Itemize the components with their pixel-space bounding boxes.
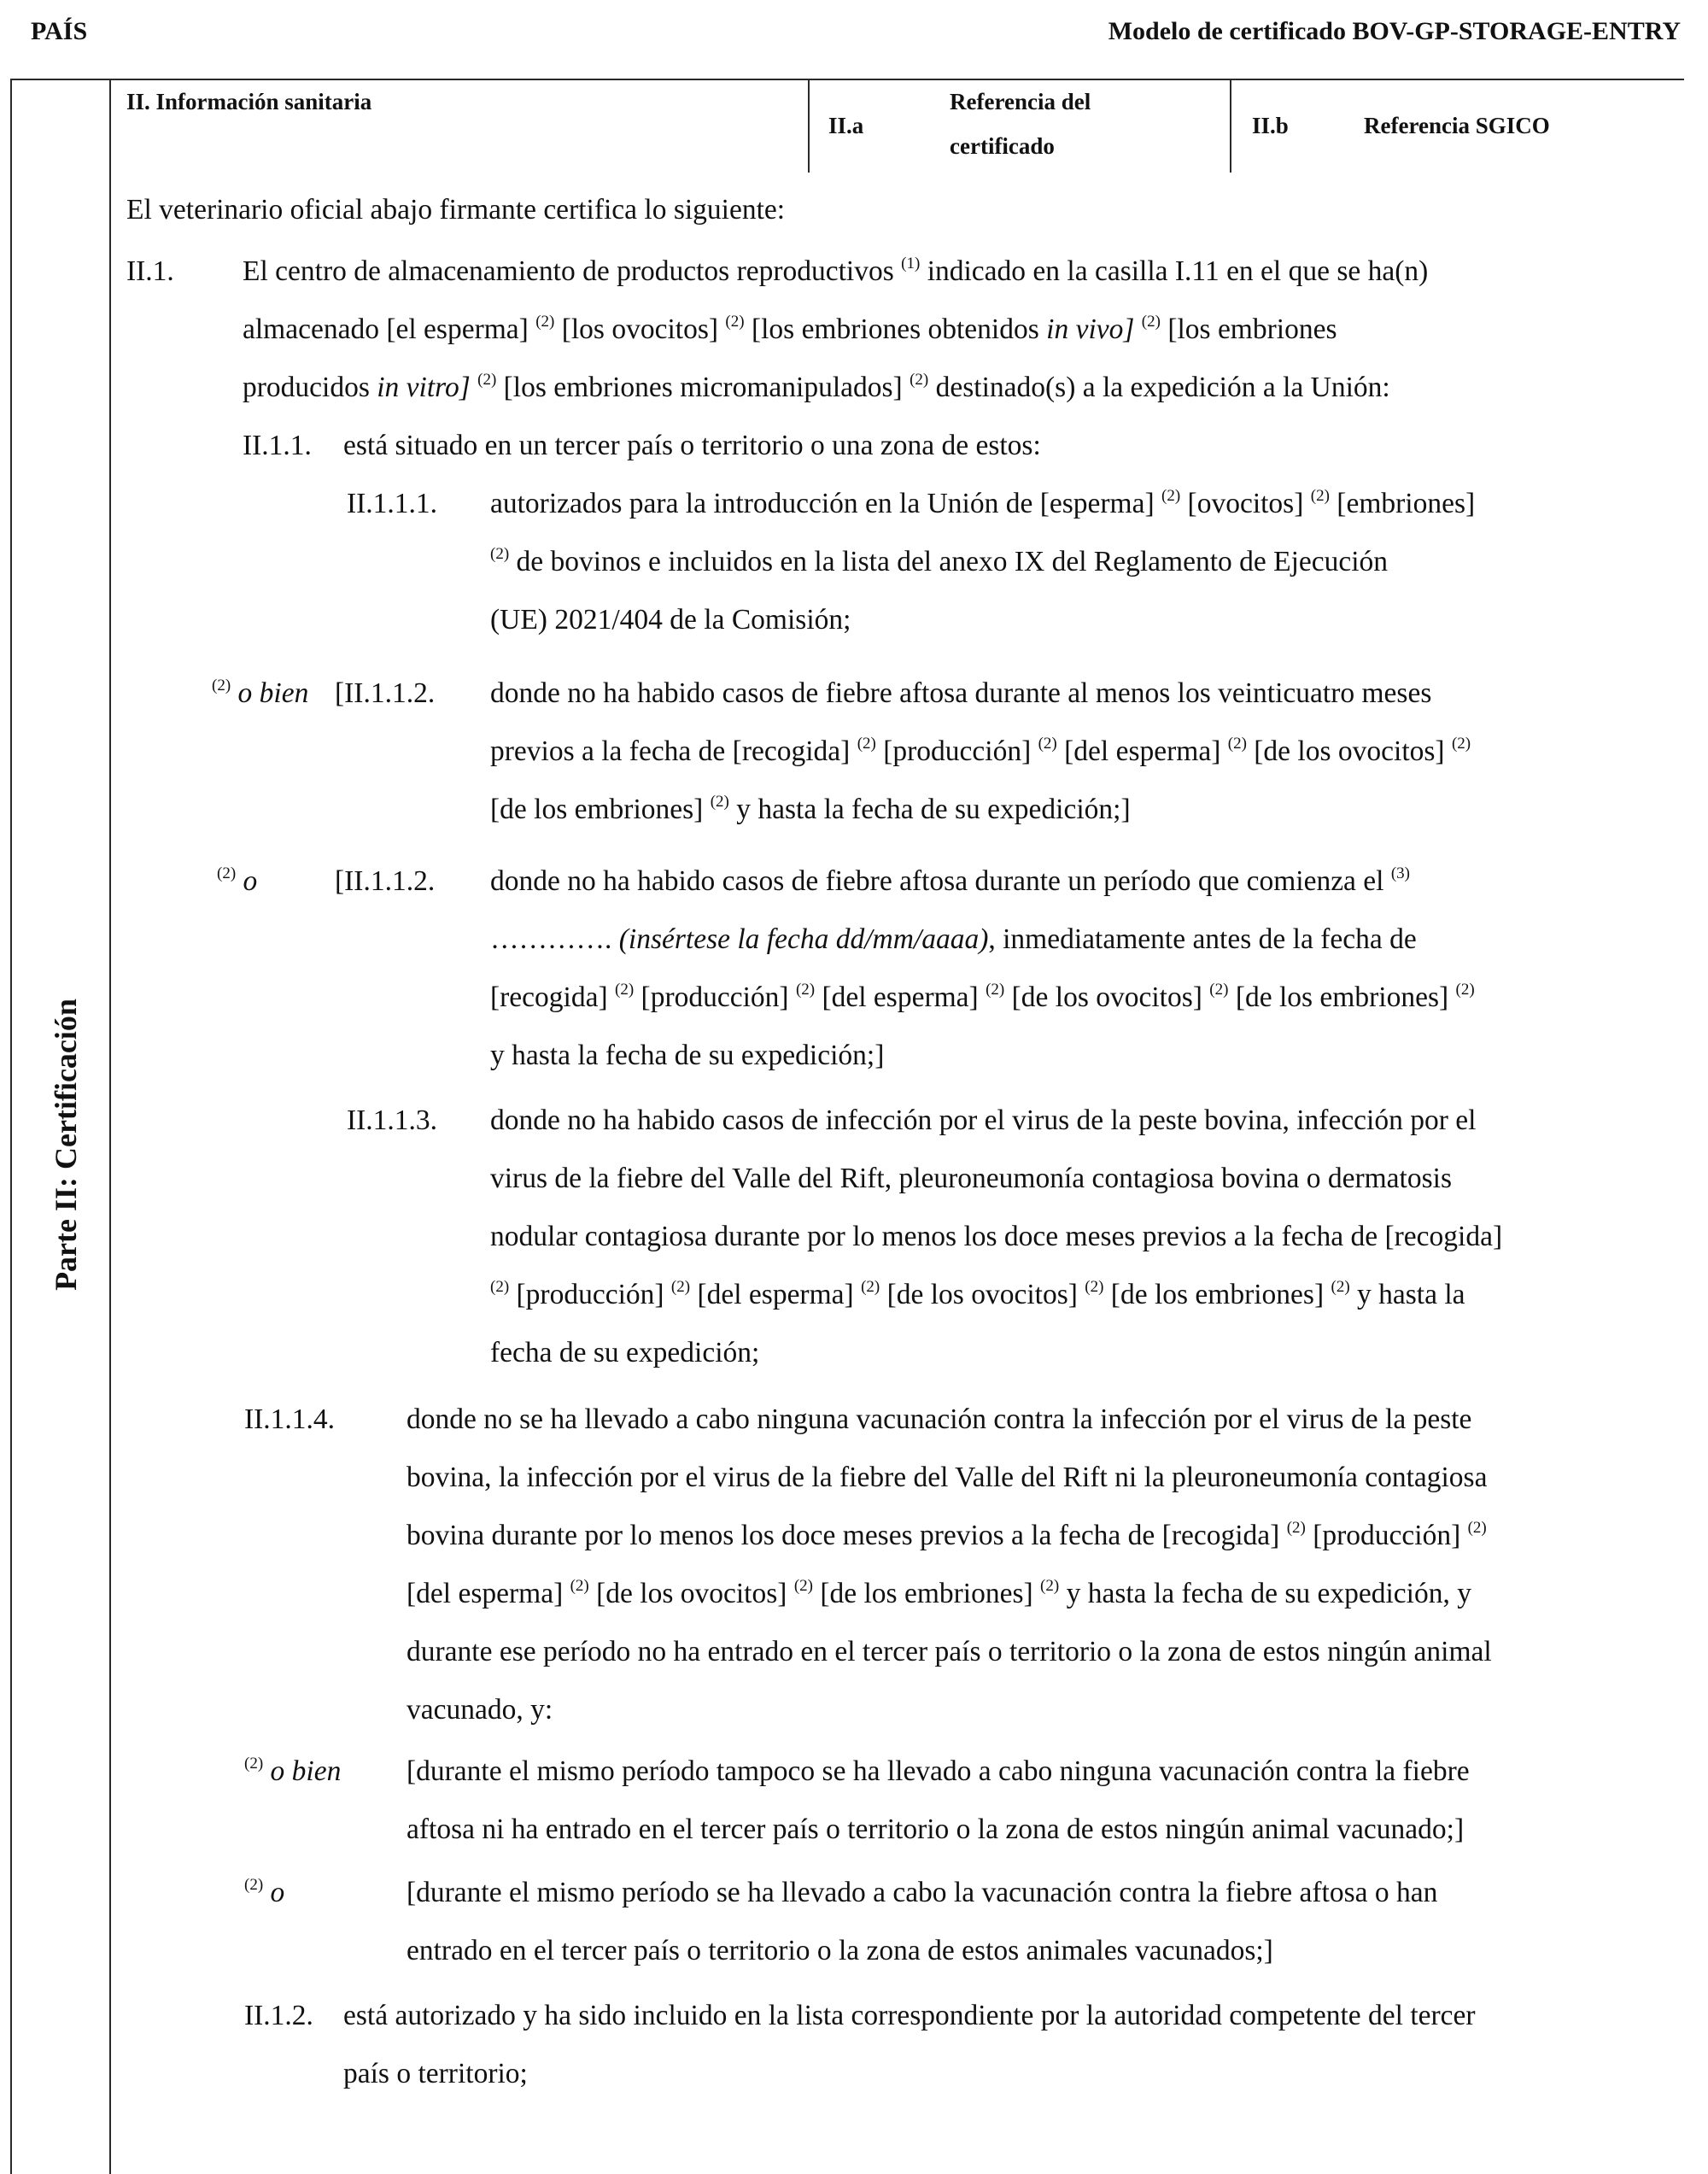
II-1-1-4-line5: durante ese período no ha entrado en el tercer país o territorio o la zona de estos ningún animal bbox=[407, 1636, 1492, 1667]
footnote-ref: (2) bbox=[490, 545, 510, 563]
item-number-II-1-1-2b: [II.1.1.2. bbox=[335, 865, 436, 897]
II-1-1-2b-line3: [recogida] $^{(2)}$ [producción] $^{(2)}$ [del esperma] $^{(2)}$ [de los ovocitos] $^{(2)}$ [de los embriones] $^{(2)}$ bbox=[490, 981, 1475, 1013]
header-certificate-model: Modelo de certificado BOV-GP-STORAGE-ENTRY bbox=[1108, 17, 1681, 45]
footnote-ref: (2) bbox=[857, 735, 876, 753]
footnote-ref: (1) bbox=[901, 255, 921, 272]
II-1-1-2a-line2: previos a la fecha de [recogida] $^{(2)}$ [producción] $^{(2)}$ [del esperma] $^{(2)}$ [de los ovocitos] $^{(2)}$ bbox=[490, 735, 1471, 767]
o-2-line1: [durante el mismo período se ha llevado a cabo la vacunación contra la fiebre aftosa o han bbox=[407, 1877, 1438, 1908]
II-1-1-4-line1: donde no se ha llevado a cabo ninguna vacunación contra la infección por el virus de la peste bbox=[407, 1403, 1472, 1435]
ref-a-label-line1: Referencia del bbox=[950, 89, 1091, 114]
II-1-line1: El centro de almacenamiento de productos reproductivos $^{(1)}$ indicado en la casilla I.11 en el que se ha(n) bbox=[243, 255, 1429, 287]
footnote-ref: (2) bbox=[1286, 1519, 1306, 1537]
II-1-1-1-line1: autorizados para la introducción en la Unión de [esperma] $^{(2)}$ [ovocitos] $^{(2)}$ [embriones] bbox=[490, 487, 1476, 519]
II-1-1-2a-line1: donde no ha habido casos de fiebre aftosa durante al menos los veinticuatro meses bbox=[490, 677, 1432, 709]
item-number-II-1-1-4: II.1.1.4. bbox=[244, 1403, 336, 1435]
II-1-1-3-line2: virus de la fiebre del Valle del Rift, pleuroneumonía contagiosa bovina o dermatosis bbox=[490, 1163, 1452, 1194]
II-1-1-2b-line1: donde no ha habido casos de fiebre aftosa durante un período que comienza el $^{(3)}$ bbox=[490, 864, 1411, 897]
ref-a-code: II.a bbox=[828, 113, 864, 138]
II-1-1-3-line3: nodular contagiosa durante por lo menos los doce meses previos a la fecha de [recogida] bbox=[490, 1221, 1503, 1252]
II-1-1-2a-line3: [de los embriones] $^{(2)}$ y hasta la fecha de su expedición;] bbox=[490, 793, 1131, 825]
II-1-1-4-line3: bovina durante por lo menos los doce meses previos a la fecha de [recogida] $^{(2)}$ [producción] $^{(2)}$ bbox=[407, 1519, 1487, 1551]
footnote-ref: (2) bbox=[710, 793, 729, 811]
footnote-ref: (2) bbox=[670, 1278, 691, 1296]
II-1-1-3-line1: donde no ha habido casos de infección por el virus de la peste bovina, infección por el bbox=[490, 1105, 1477, 1136]
II-1-1-1-line3: (UE) 2021/404 de la Comisión; bbox=[490, 604, 851, 636]
footnote-ref: (2) bbox=[1467, 1519, 1487, 1537]
II-1-1-3-line4: $^{(2)}$ [producción] $^{(2)}$ [del esperma] $^{(2)}$ [de los ovocitos] $^{(2)}$ [de los embriones] $^{(2)}$ y hasta la bbox=[490, 1278, 1465, 1310]
footnote-ref: (2) bbox=[212, 677, 231, 694]
footnote-ref: (2) bbox=[1040, 1577, 1060, 1595]
footnote-ref: (2) bbox=[795, 981, 816, 999]
item-number-II-1: II.1. bbox=[126, 255, 174, 287]
II-1-line2: almacenado [el esperma] $^{(2)}$ [los ovocitos] $^{(2)}$ [los embriones obtenidos in vivo] $^{(2)}$ [los embriones bbox=[243, 313, 1337, 345]
footnote-ref: (2) bbox=[477, 371, 497, 389]
footnote-ref: (2) bbox=[570, 1577, 589, 1595]
footnote-ref: (3) bbox=[1390, 864, 1411, 882]
item-number-II-1-1-2a: [II.1.1.2. bbox=[335, 677, 436, 709]
ref-a-label-line2: certificado bbox=[950, 133, 1055, 159]
ref-b-label: Referencia SGICO bbox=[1364, 113, 1550, 138]
option-o-1: $^{(2)}$ o bbox=[217, 864, 258, 897]
obien-2-line2: aftosa ni ha entrado en el tercer país o territorio o la zona de estos ningún animal vacunado;] bbox=[407, 1814, 1465, 1845]
ref-b-code: II.b bbox=[1252, 113, 1289, 138]
footnote-ref: (2) bbox=[725, 313, 745, 331]
footnote-ref: (2) bbox=[490, 1278, 510, 1296]
item-number-II-1-1-3: II.1.1.3. bbox=[347, 1105, 438, 1136]
II-1-line3: producidos in vitro] $^{(2)}$ [los embriones micromanipulados] $^{(2)}$ destinado(s) a la expedición a la Unión: bbox=[243, 371, 1390, 403]
obien-2-line1: [durante el mismo período tampoco se ha llevado a cabo ninguna vacunación contra la fiebre bbox=[407, 1755, 1470, 1787]
II-1-1-text: está situado en un tercer país o territorio o una zona de estos: bbox=[343, 430, 1041, 461]
footnote-ref: (2) bbox=[1085, 1278, 1104, 1296]
footnote-ref: (2) bbox=[1331, 1278, 1350, 1296]
sidebar-part-label: Parte II: Certificación bbox=[49, 999, 84, 1291]
footnote-ref: (2) bbox=[1038, 735, 1057, 753]
II-1-1-1-line2: $^{(2)}$ de bovinos e incluidos en la lista del anexo IX del Reglamento de Ejecución bbox=[490, 545, 1389, 577]
II-1-1-2b-line4: y hasta la fecha de su expedición;] bbox=[490, 1040, 885, 1071]
footnote-ref: (2) bbox=[244, 1876, 264, 1894]
footnote-ref: (2) bbox=[861, 1278, 880, 1296]
frame-left-border bbox=[10, 79, 12, 2174]
footnote-ref: (2) bbox=[1141, 313, 1161, 331]
item-number-II-1-1-1: II.1.1.1. bbox=[347, 488, 438, 519]
footnote-ref: (2) bbox=[1161, 487, 1181, 505]
footnote-ref: (2) bbox=[1455, 981, 1475, 999]
II-1-2-line1: está autorizado y ha sido incluido en la lista correspondiente por la autoridad competente del tercer bbox=[343, 2000, 1476, 2031]
item-number-II-1-1: II.1.1. bbox=[243, 430, 312, 461]
option-obien-2: $^{(2)}$ o bien bbox=[244, 1755, 342, 1787]
option-o-2: $^{(2)}$ o bbox=[244, 1876, 285, 1908]
footnote-ref: (2) bbox=[244, 1755, 264, 1773]
footnote-ref: (2) bbox=[615, 981, 635, 999]
footnote-ref: (2) bbox=[217, 864, 237, 882]
footnote-ref: (2) bbox=[1310, 487, 1330, 505]
footnote-ref: (2) bbox=[986, 981, 1005, 999]
section-title: II. Información sanitaria bbox=[126, 89, 372, 114]
option-obien-1: $^{(2)}$ o bien bbox=[212, 677, 309, 709]
footnote-ref: (2) bbox=[1227, 735, 1247, 753]
intro-statement: El veterinario oficial abajo firmante certifica lo siguiente: bbox=[126, 194, 786, 226]
footnote-ref: (2) bbox=[1209, 981, 1229, 999]
sidebar-divider bbox=[109, 79, 111, 2174]
footnote-ref: (2) bbox=[910, 371, 929, 389]
item-number-II-1-2: II.1.2. bbox=[244, 2000, 313, 2031]
footnote-ref: (2) bbox=[793, 1577, 813, 1595]
II-1-1-4-line2: bovina, la infección por el virus de la fiebre del Valle del Rift ni la pleuroneumonía contagiosa bbox=[407, 1462, 1488, 1493]
II-1-1-4-line4: [del esperma] $^{(2)}$ [de los ovocitos] $^{(2)}$ [de los embriones] $^{(2)}$ y hasta la fecha de su expedición, y bbox=[407, 1577, 1471, 1609]
footnote-ref: (2) bbox=[535, 313, 555, 331]
footnote-ref: (2) bbox=[1451, 735, 1471, 753]
o-2-line2: entrado en el tercer país o territorio o la zona de estos animales vacunados;] bbox=[407, 1935, 1273, 1966]
II-1-1-3-line5: fecha de su expedición; bbox=[490, 1337, 760, 1368]
ref-b-divider bbox=[1230, 79, 1231, 173]
ref-a-divider bbox=[808, 79, 810, 173]
header-country: PAÍS bbox=[31, 17, 88, 45]
frame-top-border bbox=[10, 79, 1684, 80]
II-1-1-2b-line2: …………. (insértese la fecha dd/mm/aaaa), inmediatamente antes de la fecha de bbox=[490, 923, 1417, 955]
II-1-1-4-line6: vacunado, y: bbox=[407, 1694, 553, 1726]
II-1-2-line2: país o territorio; bbox=[343, 2058, 528, 2089]
